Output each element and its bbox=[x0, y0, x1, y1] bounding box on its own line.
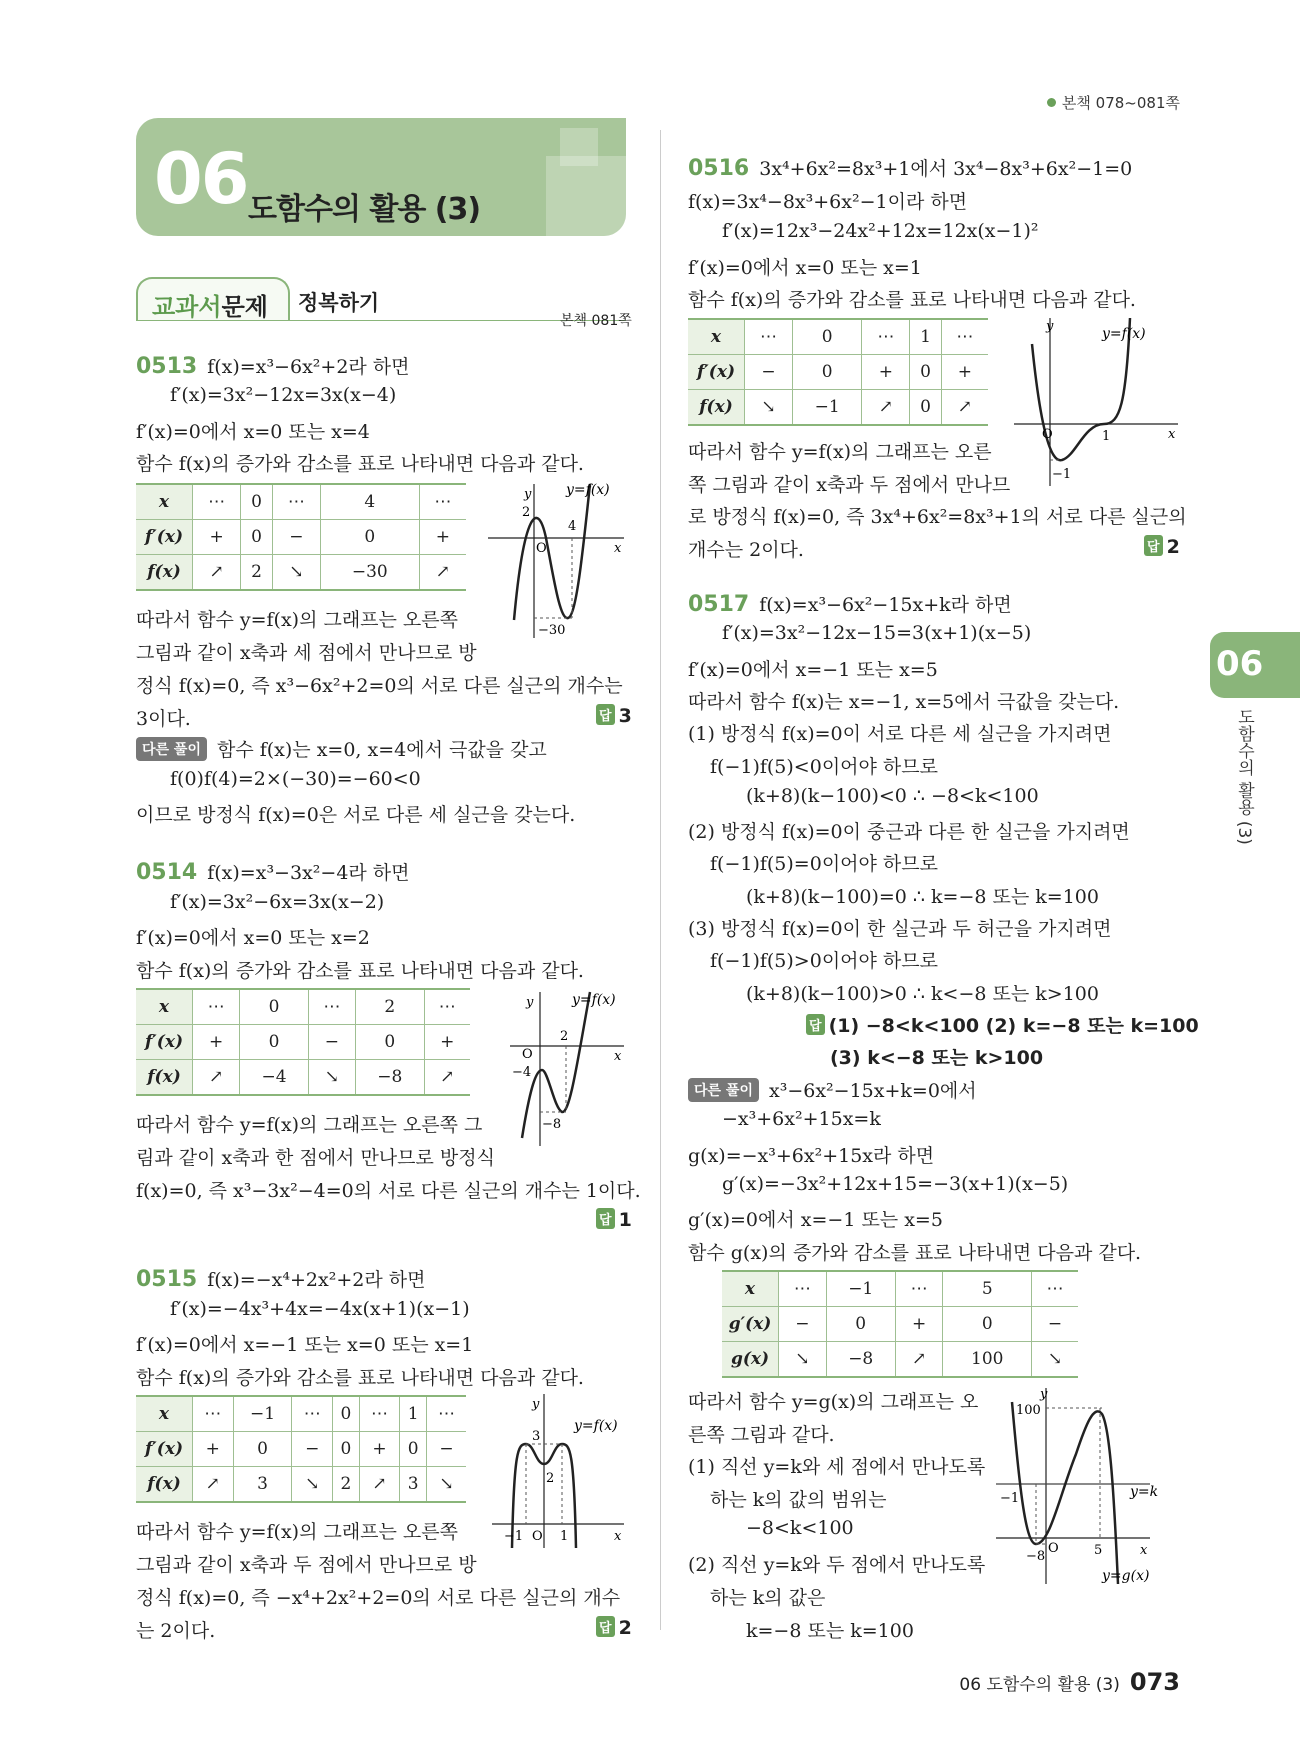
answer-0513: 답 3 bbox=[596, 704, 632, 727]
problem-0517-line: (k+8)(k−100)<0 ∴ −8<k<100 bbox=[746, 785, 1039, 807]
problem-0517-graph bbox=[990, 1384, 1186, 1590]
svg-text:1: 1 bbox=[560, 1529, 569, 1544]
problem-0516-line: 개수는 2이다. bbox=[688, 539, 804, 561]
page-footer: 06 도함수의 활용 (3) 073 bbox=[959, 1668, 1180, 1696]
problem-0517-alt: (2) 직선 y=k와 두 점에서 만나도록 bbox=[688, 1554, 986, 1576]
problem-0517-table: x ⋯ −1 ⋯ 5 ⋯ g′(x) − 0 + 0 − g(x) ↘ −8 ↗ 100 ↘ bbox=[722, 1270, 1078, 1378]
svg-text:x: x bbox=[1168, 427, 1176, 442]
problem-0517-line: f(−1)f(5)>0이어야 하므로 bbox=[710, 950, 938, 972]
problem-0515-table: x ⋯ −1 ⋯ 0 ⋯ 1 ⋯ f′(x) + 0 − 0 + 0 − f(x) ↗ 3 ↘ 2 ↗ 3 ↘ bbox=[136, 1395, 466, 1503]
problem-0516-line: f′(x)=0에서 x=0 또는 x=1 bbox=[688, 257, 922, 279]
problem-0517-alt: g′(x)=0에서 x=−1 또는 x=5 bbox=[688, 1209, 943, 1231]
page-number: 073 bbox=[1129, 1668, 1180, 1696]
svg-text:y: y bbox=[1046, 319, 1054, 334]
problem-0517-line: (k+8)(k−100)=0 ∴ k=−8 또는 k=100 bbox=[746, 886, 1099, 908]
problem-0517-alt: −x³+6x²+15x=k bbox=[722, 1108, 881, 1130]
problem-0517-line: f′(x)=3x²−12x−15=3(x+1)(x−5) bbox=[722, 622, 1032, 644]
problem-0513-alt: 이므로 방정식 f(x)=0은 서로 다른 세 실근을 갖는다. bbox=[136, 804, 576, 826]
value-label: −30 bbox=[538, 623, 566, 638]
problem-0517-alt: 다른 풀이 x³−6x²−15x+k=0에서 bbox=[688, 1076, 977, 1103]
answer-0516: 답 2 bbox=[1144, 535, 1180, 558]
value-label: 2 bbox=[522, 505, 531, 520]
svg-text:y=f(x): y=f(x) bbox=[574, 1418, 618, 1434]
problem-0513-line: 정식 f(x)=0, 즉 x³−6x²+2=0의 서로 다른 실근의 개수는 bbox=[136, 675, 623, 697]
axis-y-label: y bbox=[524, 487, 532, 502]
problem-0516-line: f′(x)=12x³−24x²+12x=12x(x−1)² bbox=[722, 220, 1039, 242]
problem-0517-alt: −8<k<100 bbox=[746, 1517, 854, 1539]
problem-0517-alt: k=−8 또는 k=100 bbox=[746, 1620, 914, 1642]
problem-0517-line: f′(x)=0에서 x=−1 또는 x=5 bbox=[688, 659, 938, 681]
problem-0515-graph bbox=[488, 1390, 628, 1550]
chapter-side-tab: 06 bbox=[1210, 632, 1300, 698]
svg-text:y=f(x): y=f(x) bbox=[1102, 326, 1146, 342]
section-tag: 교과서문제 bbox=[136, 277, 290, 321]
problem-0513-line: f′(x)=0에서 x=0 또는 x=4 bbox=[136, 421, 370, 443]
svg-text:y=f(x): y=f(x) bbox=[572, 992, 616, 1008]
problem-0517-alt: 함수 g(x)의 증가와 감소를 표로 나타내면 다음과 같다. bbox=[688, 1242, 1142, 1264]
answer-badge-icon: 답 bbox=[596, 1616, 615, 1637]
problem-0515-line: 함수 f(x)의 증가와 감소를 표로 나타내면 다음과 같다. bbox=[136, 1367, 584, 1389]
problem-0516-line: 로 방정식 f(x)=0, 즉 3x⁴+6x²=8x³+1의 서로 다른 실근의 bbox=[688, 506, 1187, 528]
problem-0515-line: 정식 f(x)=0, 즉 −x⁴+2x²+2=0의 서로 다른 실근의 개수 bbox=[136, 1587, 621, 1609]
svg-text:x: x bbox=[1140, 1543, 1148, 1558]
problem-0513-graph bbox=[488, 480, 628, 640]
decorative-square bbox=[546, 156, 626, 236]
problem-0513-line: 함수 f(x)의 증가와 감소를 표로 나타내면 다음과 같다. bbox=[136, 453, 584, 475]
problem-0513-table: x ⋯ 0 ⋯ 4 ⋯ f′(x) + 0 − 0 + f(x) ↗ 2 ↘ −30 ↗ bbox=[136, 483, 466, 591]
problem-0516-line: 함수 f(x)의 증가와 감소를 표로 나타내면 다음과 같다. bbox=[688, 289, 1136, 311]
problem-0516-line: 따라서 함수 y=f(x)의 그래프는 오른 bbox=[688, 441, 992, 463]
svg-text:−8: −8 bbox=[542, 1117, 562, 1132]
svg-text:−1: −1 bbox=[1052, 467, 1072, 482]
problem-0516-line: f(x)=3x⁴−8x³+6x²−1이라 하면 bbox=[688, 191, 968, 213]
chapter-banner bbox=[136, 118, 626, 236]
svg-text:−1: −1 bbox=[1000, 1491, 1020, 1506]
problem-0516-graph bbox=[1010, 314, 1184, 494]
problem-0515-line: f′(x)=0에서 x=−1 또는 x=0 또는 x=1 bbox=[136, 1334, 474, 1356]
problem-0514-line: f(x)=0, 즉 x³−3x²−4=0의 서로 다른 실근의 개수는 1이다. bbox=[136, 1180, 641, 1202]
problem-0517-alt: 하는 k의 값의 범위는 bbox=[710, 1489, 887, 1511]
svg-text:−1: −1 bbox=[504, 1529, 524, 1544]
problem-0513-alt: f(0)f(4)=2×(−30)=−60<0 bbox=[170, 768, 421, 790]
svg-text:2: 2 bbox=[546, 1471, 555, 1486]
svg-text:−4: −4 bbox=[512, 1065, 532, 1080]
problem-0515-line: 는 2이다. bbox=[136, 1620, 216, 1642]
answer-0514: 답 1 bbox=[596, 1208, 632, 1231]
problem-0514-graph bbox=[500, 988, 630, 1148]
problem-0513-line: 3이다. bbox=[136, 708, 191, 730]
svg-text:5: 5 bbox=[1094, 1543, 1103, 1558]
svg-text:1: 1 bbox=[1102, 429, 1111, 444]
problem-0513-line: 0513 f(x)=x³−6x²+2라 하면 bbox=[136, 354, 410, 379]
svg-text:x: x bbox=[614, 1529, 622, 1544]
problem-0514-line: 함수 f(x)의 증가와 감소를 표로 나타내면 다음과 같다. bbox=[136, 960, 584, 982]
book-page-reference: 본책 078~081쪽 bbox=[1047, 92, 1180, 113]
section-page-reference: 본책 081쪽 bbox=[560, 313, 632, 329]
problem-0515-line: 그림과 같이 x축과 두 점에서 만나므로 방 bbox=[136, 1554, 477, 1576]
svg-text:x: x bbox=[614, 1049, 622, 1064]
problem-0515-line: f′(x)=−4x³+4x=−4x(x+1)(x−1) bbox=[170, 1298, 470, 1320]
problem-0517-line: (k+8)(k−100)>0 ∴ k<−8 또는 k>100 bbox=[746, 983, 1099, 1005]
decorative-square bbox=[560, 128, 598, 166]
problem-0517-alt: g′(x)=−3x²+12x+15=−3(x+1)(x−5) bbox=[722, 1173, 1069, 1195]
problem-0516-line: 0516 3x⁴+6x²=8x³+1에서 3x⁴−8x³+6x²−1=0 bbox=[688, 156, 1133, 181]
svg-text:y: y bbox=[526, 995, 534, 1010]
problem-0517-line: 따라서 함수 f(x)는 x=−1, x=5에서 극값을 갖는다. bbox=[688, 691, 1120, 713]
svg-text:100: 100 bbox=[1016, 1403, 1041, 1418]
svg-text:y: y bbox=[532, 1397, 540, 1412]
problem-0516-table: x ⋯ 0 ⋯ 1 ⋯ f′(x) − 0 + 0 + f(x) ↘ −1 ↗ 0 ↗ bbox=[688, 318, 988, 426]
problem-0514-line: f′(x)=0에서 x=0 또는 x=2 bbox=[136, 927, 370, 949]
svg-text:y: y bbox=[1040, 1387, 1048, 1402]
problem-0517-alt: (1) 직선 y=k와 세 점에서 만나도록 bbox=[688, 1456, 986, 1478]
curve-label: y=f(x) bbox=[566, 482, 610, 498]
svg-text:O: O bbox=[1042, 427, 1053, 442]
value-label: 4 bbox=[568, 519, 577, 534]
chapter-title: 도함수의 활용 (3) bbox=[248, 192, 481, 227]
problem-0514-line: 림과 같이 x축과 한 점에서 만나므로 방정식 bbox=[136, 1147, 495, 1169]
problem-0513-line: 따라서 함수 y=f(x)의 그래프는 오른쪽 bbox=[136, 609, 458, 631]
svg-text:y=k: y=k bbox=[1130, 1484, 1159, 1500]
problem-0513-line: f′(x)=3x²−12x=3x(x−4) bbox=[170, 384, 397, 406]
problem-0514-line: 따라서 함수 y=f(x)의 그래프는 오른쪽 그 bbox=[136, 1114, 483, 1136]
problem-0514-table: x ⋯ 0 ⋯ 2 ⋯ f′(x) + 0 − 0 + f(x) ↗ −4 ↘ −8 ↗ bbox=[136, 988, 470, 1096]
problem-0517-alt: g(x)=−x³+6x²+15x라 하면 bbox=[688, 1145, 935, 1167]
problem-0517-line: 0517 f(x)=x³−6x²−15x+k라 하면 bbox=[688, 592, 1012, 617]
column-divider bbox=[660, 130, 661, 1630]
answer-0517: 답 (1) −8<k<100 (2) k=−8 또는 k=100 bbox=[806, 1011, 1199, 1038]
problem-0513-alt: 다른 풀이 함수 f(x)는 x=0, x=4에서 극값을 갖고 bbox=[136, 735, 547, 762]
problem-0517-line: (1) 방정식 f(x)=0이 서로 다른 세 실근을 가지려면 bbox=[688, 723, 1112, 745]
problem-0517-alt: 른쪽 그림과 같다. bbox=[688, 1424, 835, 1446]
problem-0515-line: 0515 f(x)=−x⁴+2x²+2라 하면 bbox=[136, 1267, 426, 1292]
svg-text:2: 2 bbox=[560, 1029, 569, 1044]
answer-0517: (3) k<−8 또는 k>100 bbox=[830, 1047, 1044, 1069]
bullet-icon bbox=[1047, 98, 1056, 107]
section-subtitle: 정복하기 bbox=[298, 291, 380, 315]
origin-label: O bbox=[536, 541, 547, 556]
svg-text:3: 3 bbox=[532, 1429, 541, 1444]
svg-text:−8: −8 bbox=[1026, 1549, 1046, 1564]
answer-0515: 답 2 bbox=[596, 1616, 632, 1639]
answer-badge-icon: 답 bbox=[596, 704, 615, 725]
problem-0513-line: 그림과 같이 x축과 세 점에서 만나므로 방 bbox=[136, 642, 477, 664]
problem-0514-line: 0514 f(x)=x³−3x²−4라 하면 bbox=[136, 860, 410, 885]
svg-text:O: O bbox=[532, 1529, 543, 1544]
problem-0517-line: f(−1)f(5)<0이어야 하므로 bbox=[710, 756, 938, 778]
problem-0517-line: (3) 방정식 f(x)=0이 한 실근과 두 허근을 가지려면 bbox=[688, 918, 1112, 940]
svg-text:O: O bbox=[522, 1047, 533, 1062]
axis-x-label: x bbox=[614, 541, 622, 556]
chapter-side-text: 도함수의 활용 (3) bbox=[1234, 708, 1254, 845]
problem-0514-line: f′(x)=3x²−6x=3x(x−2) bbox=[170, 891, 385, 913]
svg-text:O: O bbox=[1048, 1541, 1059, 1556]
problem-0516-line: 쪽 그림과 같이 x축과 두 점에서 만나므 bbox=[688, 474, 1011, 496]
svg-text:y=g(x): y=g(x) bbox=[1102, 1568, 1150, 1584]
answer-badge-icon: 답 bbox=[806, 1014, 825, 1035]
problem-0517-alt: 따라서 함수 y=g(x)의 그래프는 오 bbox=[688, 1391, 979, 1413]
problem-0517-line: (2) 방정식 f(x)=0이 중근과 다른 한 실근을 가지려면 bbox=[688, 821, 1130, 843]
chapter-number: 06 bbox=[154, 138, 248, 220]
problem-0517-alt: 하는 k의 값은 bbox=[710, 1587, 826, 1609]
answer-badge-icon: 답 bbox=[1144, 535, 1163, 556]
problem-0517-line: f(−1)f(5)=0이어야 하므로 bbox=[710, 853, 938, 875]
problem-0515-line: 따라서 함수 y=f(x)의 그래프는 오른쪽 bbox=[136, 1521, 458, 1543]
answer-badge-icon: 답 bbox=[596, 1208, 615, 1229]
section-divider bbox=[136, 320, 626, 321]
